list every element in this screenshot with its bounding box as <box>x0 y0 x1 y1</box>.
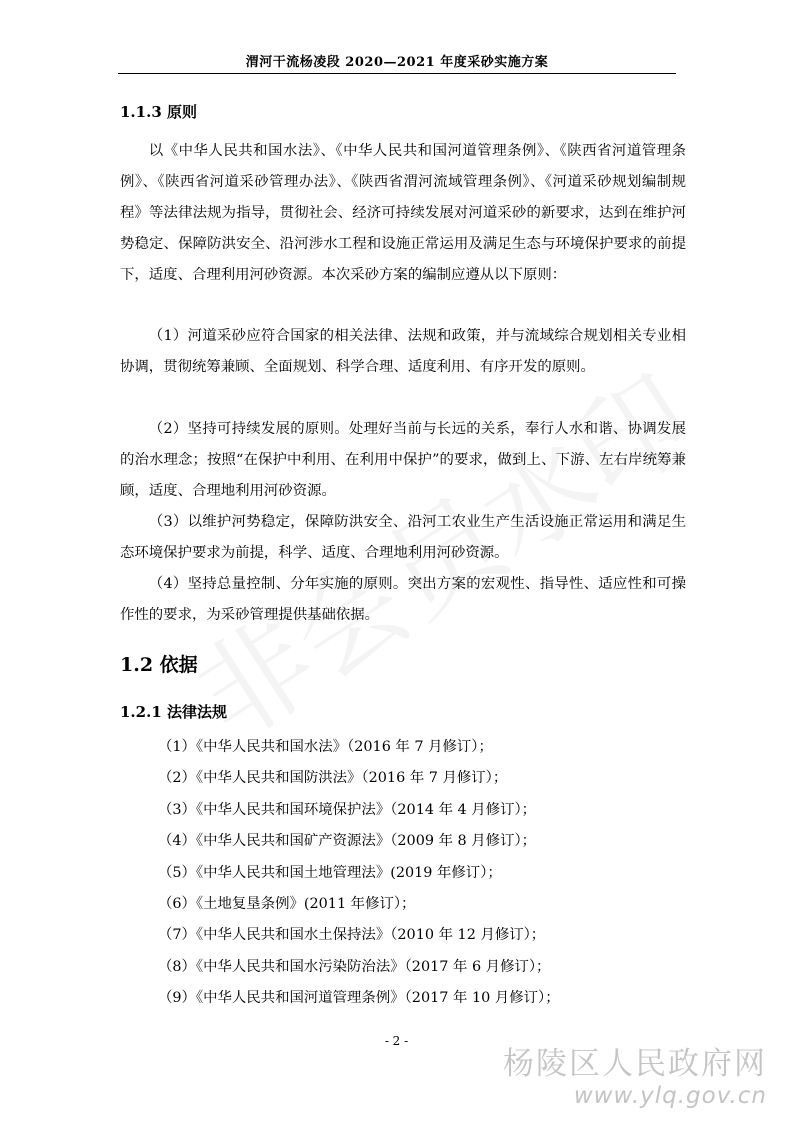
law-item: （3）《中华人民共和国环境保护法》（2014 年 4 月修订）； <box>158 801 537 818</box>
law-item: （6）《土地复垦条例》(2011 年修订）； <box>158 895 416 912</box>
principle-paragraph-1: （1）河道采砂应符合国家的相关法律、法规和政策，并与流域综合规划相关专业相协调，贯彻统筹兼顾、全面规划、科学合理、适度利用、有序开发的原则。 <box>120 328 686 375</box>
law-item: （1）《中华人民共和国水法》（2016 年 7 月修订）； <box>158 739 493 755</box>
site-logo-name: 杨陵区人民政府网 <box>503 1046 767 1082</box>
running-header-title: 渭河干流杨凌段 2020—2021 年度采砂实施方案 <box>245 55 549 70</box>
law-item: （8）《中华人民共和国水污染防治法》（2017 年 6 月修订）； <box>158 958 551 975</box>
header-divider <box>118 73 676 74</box>
section-heading-1-2-1: 1.2.1 法律法规 <box>120 703 227 721</box>
section-heading-1-1-3: 1.1.3 原则 <box>120 103 197 121</box>
site-logo <box>503 1046 767 1110</box>
intro-paragraph: 以《中华人民共和国水法》、《中华人民共和国河道管理条例》、《陕西省河道管理条例》、《陕西省河道采砂管理办法》、《陕西省渭河流域管理条例》、《河道采砂规划编制规程》等法律法规为指导，贯彻社会、经济可持续发展对河道采砂的新要求，达到在维护河势稳定、保障防洪安全、沿河涉水工程和设施正常运用及满足生态与环境保护要求的前提下，适度、合理利用河砂资源。本次采砂方案的编制应遵从以下原则： <box>120 143 686 283</box>
law-item: （4）《中华人民共和国矿产资源法》（2009 年 8 月修订）； <box>158 833 537 850</box>
principle-paragraph-4: （4）坚持总量控制、分年实施的原则。突出方案的宏观性、指导性、适应性和可操作性的要求，为采砂管理提供基础依据。 <box>120 576 686 623</box>
section-heading-1-2: 1.2 依据 <box>120 654 198 676</box>
law-item: （9）《中华人民共和国河道管理条例》（2017 年 10 月修订）； <box>158 990 560 1007</box>
law-item: （7）《中华人民共和国水土保持法》（2010 年 12 月修订）； <box>158 927 546 944</box>
page-number: - 2 - <box>384 1034 409 1048</box>
law-list <box>158 732 560 1015</box>
principle-paragraph-2: （2）坚持可持续发展的原则。处理好当前与长远的关系，奉行人水和谐、协调发展的治水理念；按照“在保护中利用、在利用中保护”的要求，做到上、下游、左右岸统筹兼顾，适度、合理地利用河砂资源。 <box>120 421 686 499</box>
law-item: （5）《中华人民共和国土地管理法》(2019 年修订）； <box>158 864 502 881</box>
site-logo-url: www.ylq.gov.cn <box>573 1083 767 1109</box>
law-item: （2）《中华人民共和国防洪法》（2016 年 7 月修订）； <box>158 770 508 787</box>
principle-paragraph-3: （3）以维护河势稳定，保障防洪安全、沿河工农业生产生活设施正常运用和满足生态环境保护要求为前提，科学、适度、合理地利用河砂资源。 <box>120 514 686 561</box>
